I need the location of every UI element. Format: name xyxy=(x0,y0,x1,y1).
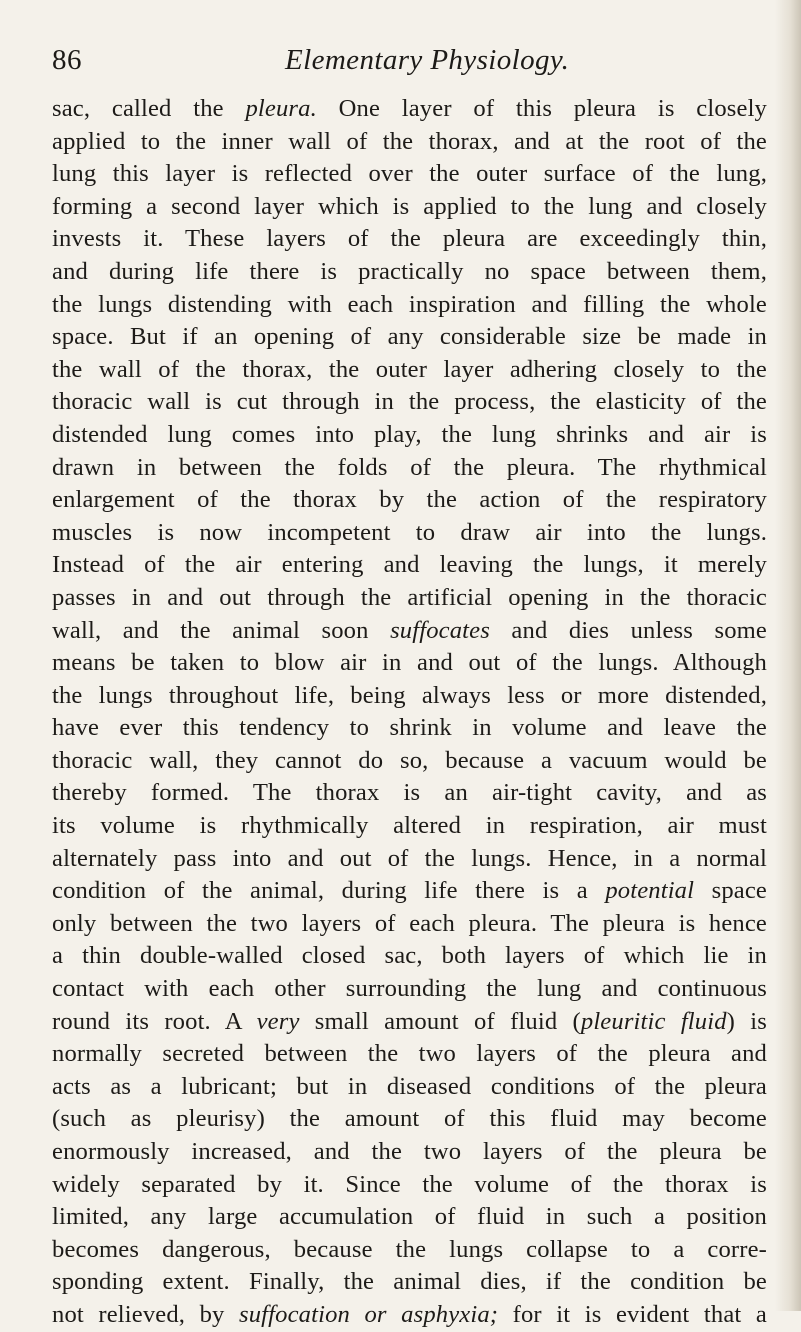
text-line xyxy=(52,582,767,615)
text-line xyxy=(52,484,767,517)
text-run: the wall of the thorax, the outer layer adhering closely to the xyxy=(52,355,767,383)
text-line xyxy=(52,1169,767,1202)
text-line xyxy=(52,777,767,810)
text-run: thoracic wall, they cannot do so, because a vacuum would be xyxy=(52,746,767,774)
text-run: contact with each other surrounding the lung and continuous xyxy=(52,975,767,1003)
text-run: space. But if an opening of any considerable size be made in xyxy=(52,323,767,351)
text-run: (such as pleurisy) the amount of this fluid may become xyxy=(52,1105,767,1133)
text-line xyxy=(52,810,767,843)
text-run: thereby formed. The thorax is an air-tight cavity, and as xyxy=(52,779,767,807)
text-line xyxy=(52,1071,767,1104)
text-run: enlargement of the thorax by the action of the respiratory xyxy=(52,486,767,514)
italic-text-run: suffocation or asphyxia; xyxy=(239,1300,499,1328)
text-run: forming a second layer which is applied to the lung and closely xyxy=(52,192,767,220)
italic-text-run: pleura. xyxy=(245,95,317,122)
text-line xyxy=(52,615,767,648)
text-run: invests it. These layers of the pleura are exceedingly thin, xyxy=(52,225,767,253)
text-line xyxy=(52,517,767,550)
italic-text-run: very xyxy=(256,1007,300,1035)
text-line xyxy=(52,908,767,941)
text-run: a thin double-walled closed sac, both layers of which lie in xyxy=(52,942,767,970)
text-line xyxy=(52,191,767,224)
text-run: for it is evident that a xyxy=(498,1300,767,1328)
text-run: muscles is now incompetent to draw air into the lungs. xyxy=(52,518,767,546)
text-run: only between the two layers of each pleura. The pleura is hence xyxy=(52,909,767,937)
text-run: passes in and out through the artificial opening in the thoracic xyxy=(52,583,767,611)
text-line xyxy=(52,647,767,680)
text-run: distended lung comes into play, the lung shrinks and air is xyxy=(52,420,767,448)
text-run: lung this layer is reflected over the outer surface of the lung, xyxy=(52,160,767,188)
page-edge-shadow xyxy=(775,0,801,1311)
text-run: space xyxy=(694,877,767,905)
text-run: and during life there is practically no space between them, xyxy=(52,257,767,285)
text-line xyxy=(52,1136,767,1169)
text-run: enormously increased, and the two layers of the pleura be xyxy=(52,1138,767,1165)
text-line xyxy=(52,745,767,778)
text-line xyxy=(52,1103,767,1136)
text-line xyxy=(52,386,767,419)
text-run: means be taken to blow air in and out of the lungs. Although xyxy=(52,649,767,677)
text-line xyxy=(52,354,767,387)
text-line xyxy=(52,940,767,973)
text-run: limited, any large accumulation of fluid in such a position xyxy=(52,1203,767,1231)
text-run: ) is xyxy=(726,1007,767,1035)
text-line xyxy=(52,256,767,289)
text-run: and dies unless some xyxy=(489,616,767,644)
text-run: applied to the inner wall of the thorax, and at the root of the xyxy=(52,127,767,155)
text-run: One layer of this pleura is closely xyxy=(316,95,767,122)
text-run: acts as a lubricant; but in diseased conditions of the pleura xyxy=(52,1072,767,1100)
text-run: the lungs distending with each inspiration and filling the whole xyxy=(52,290,767,318)
text-line xyxy=(52,419,767,452)
text-line xyxy=(52,1299,767,1332)
running-title: Elementary Physiology. xyxy=(285,44,570,76)
text-line xyxy=(52,158,767,191)
text-line xyxy=(52,126,767,159)
text-run: condition of the animal, during life there is a xyxy=(52,877,606,905)
text-run: round its root. A xyxy=(52,1007,257,1035)
text-run: becomes dangerous, because the lungs collapse to a corre- xyxy=(52,1235,767,1263)
text-run: normally secreted between the two layers of the pleura and xyxy=(52,1040,767,1068)
text-line xyxy=(52,1234,767,1267)
text-line xyxy=(52,452,767,485)
running-head xyxy=(52,40,767,80)
italic-text-run: suffocates xyxy=(390,616,490,644)
text-line xyxy=(52,843,767,876)
text-run: small amount of fluid ( xyxy=(299,1007,581,1035)
text-line xyxy=(52,875,767,908)
text-run: drawn in between the folds of the pleura. The rhythmical xyxy=(52,453,767,481)
page-number: 86 xyxy=(52,44,82,76)
text-line xyxy=(52,223,767,256)
text-run: have ever this tendency to shrink in volume and leave the xyxy=(52,714,767,742)
text-line xyxy=(52,321,767,354)
text-line xyxy=(52,289,767,322)
text-line xyxy=(52,712,767,745)
text-line xyxy=(52,1006,767,1039)
text-run: Instead of the air entering and leaving the lungs, it merely xyxy=(52,551,767,579)
text-run: sponding extent. Finally, the animal dies, if the condition be xyxy=(52,1268,767,1296)
text-run: its volume is rhythmically altered in respiration, air must xyxy=(52,812,767,840)
text-line xyxy=(52,680,767,713)
text-run: not relieved, by xyxy=(52,1300,240,1328)
text-line xyxy=(52,1038,767,1071)
italic-text-run: pleuritic fluid xyxy=(580,1007,727,1035)
text-line xyxy=(52,549,767,582)
text-line xyxy=(52,1266,767,1299)
text-line xyxy=(52,973,767,1006)
text-run: wall, and the animal soon xyxy=(52,616,391,644)
text-run: the lungs throughout life, being always less or more distended, xyxy=(52,681,767,709)
italic-text-run: potential xyxy=(605,877,695,905)
text-run: widely separated by it. Since the volume of the thorax is xyxy=(52,1170,767,1198)
body-text xyxy=(52,93,767,1332)
text-line xyxy=(52,93,767,126)
text-run: alternately pass into and out of the lungs. Hence, in a normal xyxy=(52,844,767,872)
text-run: thoracic wall is cut through in the process, the elasticity of the xyxy=(52,388,767,416)
text-line xyxy=(52,1201,767,1234)
text-run: sac, called the xyxy=(52,95,246,122)
